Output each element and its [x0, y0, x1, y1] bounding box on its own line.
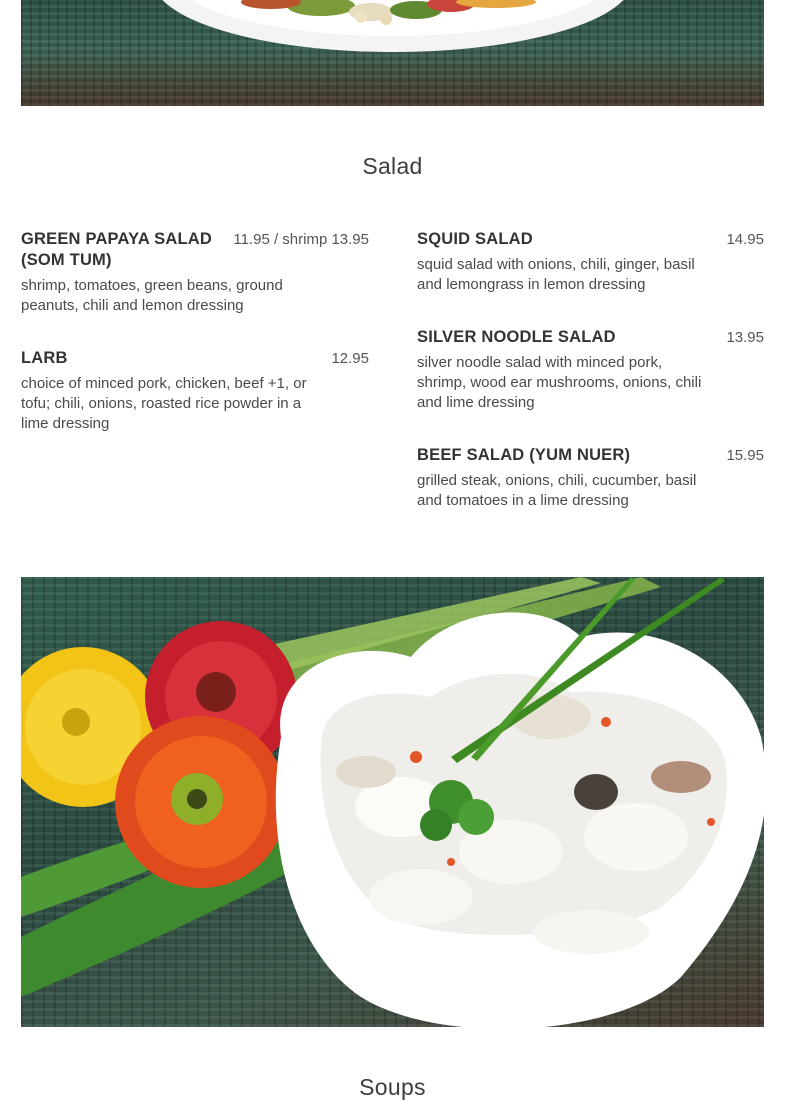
item-name: LARB — [21, 349, 68, 367]
menu-item-green-papaya-salad — [21, 229, 369, 319]
menu-item-silver-noodle-salad — [417, 327, 764, 417]
item-name: BEEF SALAD (YUM NUER) — [417, 446, 631, 464]
item-description-line: silver noodle salad with minced pork, — [417, 354, 663, 371]
item-description-line: and tomatoes in a lime dressing — [417, 492, 629, 509]
item-description — [21, 276, 351, 316]
menu-item-squid-salad — [417, 229, 764, 299]
tom-kha-soup-bowl-image — [21, 577, 764, 1027]
item-name-line: (SOM TUM) — [21, 251, 112, 269]
orange-flower-icon — [115, 716, 287, 888]
menu-item-beef-salad — [417, 445, 764, 515]
item-price: 15.95 — [726, 447, 764, 464]
item-price: 12.95 — [331, 350, 369, 367]
item-description-line: shrimp, tomatoes, green beans, ground — [21, 277, 283, 294]
item-description-line: tofu; chili, onions, roasted rice powder in a — [21, 395, 302, 412]
item-description-line: peanuts, chili and lemon dressing — [21, 297, 244, 314]
item-description-line: lime dressing — [21, 415, 110, 432]
menu-item-larb — [21, 348, 369, 438]
item-description-line: choice of minced pork, chicken, beef +1, or — [21, 375, 307, 392]
item-description — [417, 255, 727, 295]
item-price: 13.95 — [726, 329, 764, 346]
item-price: 11.95 / shrimp 13.95 — [233, 231, 369, 248]
item-description-line: squid salad with onions, chili, ginger, basil — [417, 256, 695, 273]
section-title-soups: Soups — [359, 1074, 426, 1100]
item-description — [417, 471, 727, 511]
item-description-line: and lemongrass in lemon dressing — [417, 276, 646, 293]
item-description-line: shrimp, wood ear mushrooms, onions, chili — [417, 374, 702, 391]
section-title-salad: Salad — [362, 153, 423, 179]
item-description-line: grilled steak, onions, chili, cucumber, basil — [417, 472, 697, 489]
item-name-line: GREEN PAPAYA SALAD — [21, 230, 212, 248]
item-description-line: and lime dressing — [417, 394, 535, 411]
top-food-photo — [21, 0, 764, 106]
item-description — [21, 374, 351, 434]
item-name — [21, 229, 212, 271]
papaya-salad-plate-image — [21, 0, 764, 106]
item-name: SILVER NOODLE SALAD — [417, 328, 616, 346]
item-name: SQUID SALAD — [417, 230, 533, 248]
item-description — [417, 353, 727, 413]
soup-photo — [21, 577, 764, 1027]
item-price: 14.95 — [726, 231, 764, 248]
